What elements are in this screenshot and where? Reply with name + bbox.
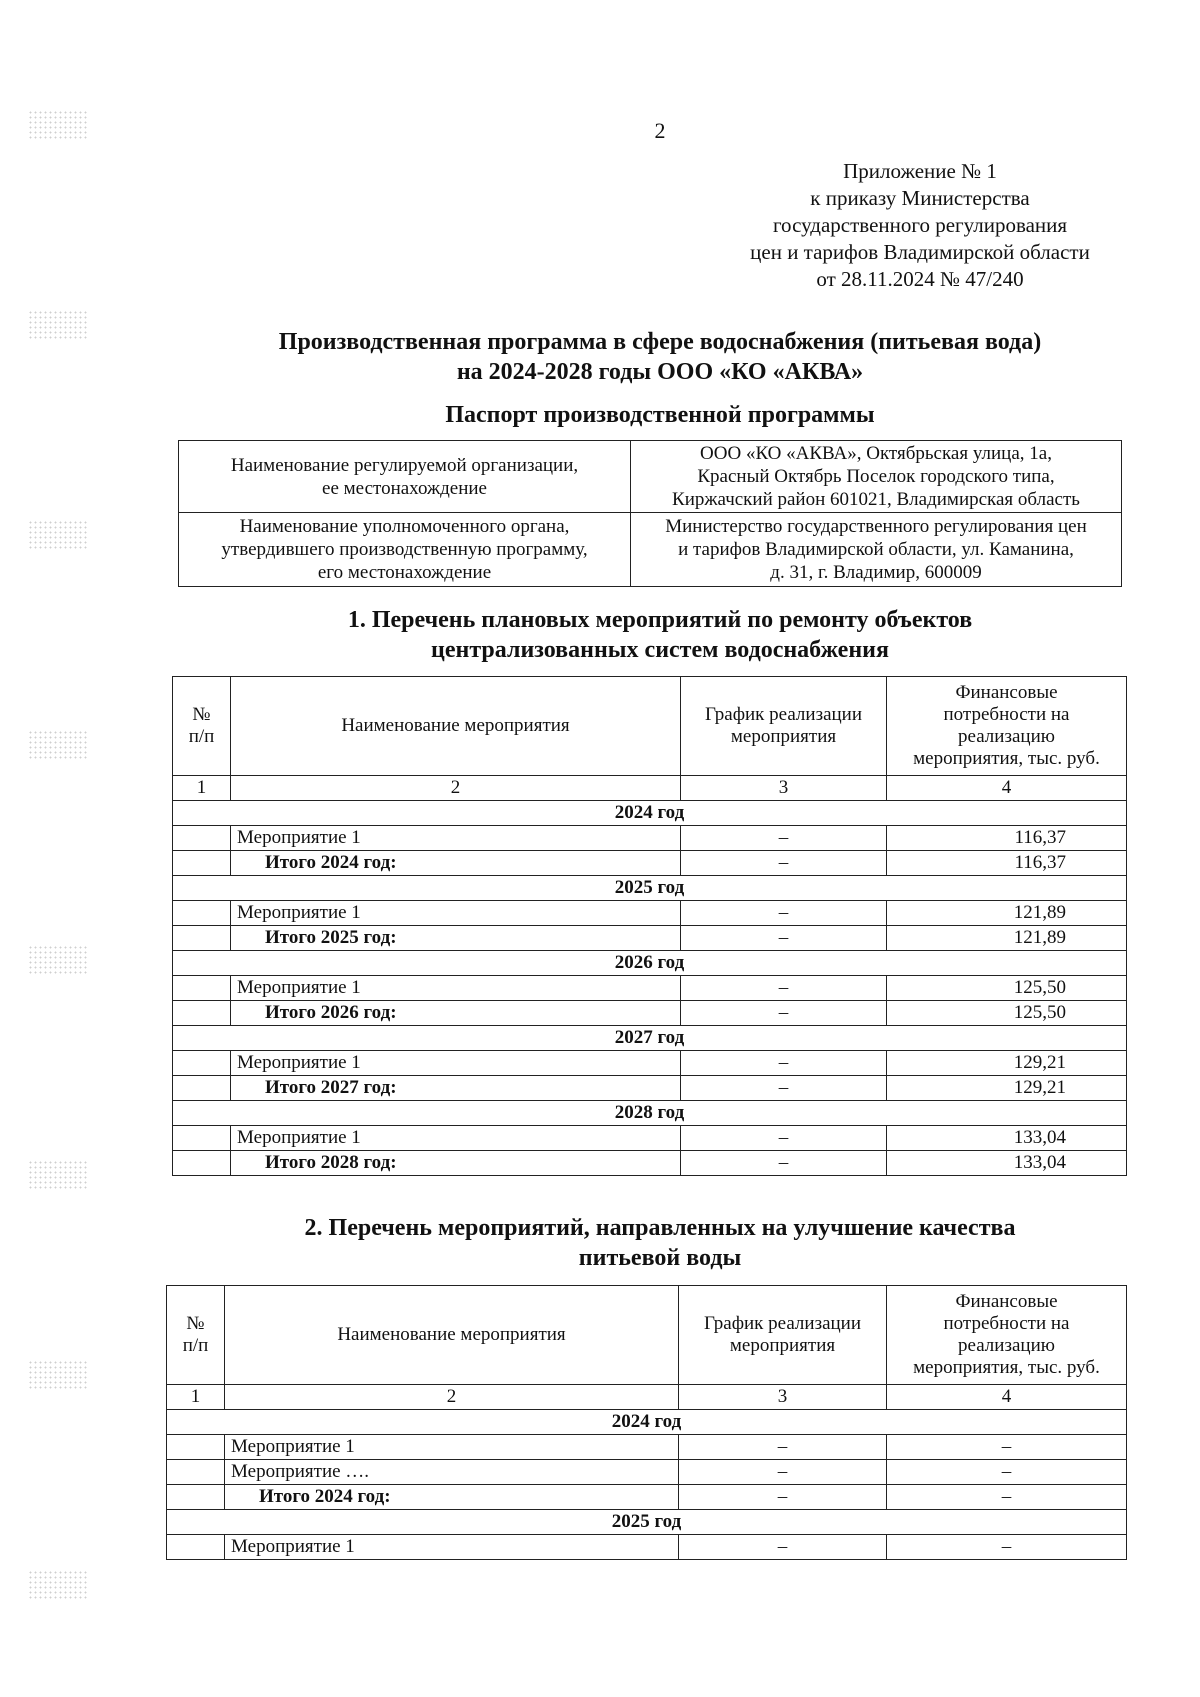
section1-title (200, 605, 1120, 665)
num-cell (173, 901, 231, 926)
num-cell (173, 826, 231, 851)
item-value: – (887, 1460, 1127, 1485)
year-label: 2027 год (173, 1026, 1127, 1051)
section2-table (166, 1285, 1127, 1560)
section1-title-line: централизованных систем водоснабжения (431, 637, 889, 663)
header-text: № (192, 704, 211, 725)
header-text: реализацию (958, 726, 1055, 747)
passport-value (631, 441, 1122, 513)
item-schedule: – (681, 826, 887, 851)
year-row (167, 1410, 1127, 1435)
section2-title (200, 1213, 1120, 1273)
total-label: Итого 2024 год: (225, 1485, 679, 1510)
passport-row (179, 513, 1122, 587)
item-schedule: – (681, 1051, 887, 1076)
header-name: Наименование мероприятия (231, 677, 681, 776)
item-schedule: – (681, 976, 887, 1001)
item-name: Мероприятие 1 (231, 1051, 681, 1076)
total-value: 133,04 (887, 1151, 1127, 1176)
header-text: Финансовые (955, 682, 1058, 703)
col-number: 3 (679, 1385, 887, 1410)
total-schedule: – (681, 926, 887, 951)
item-value: 116,37 (887, 826, 1127, 851)
total-schedule: – (681, 1076, 887, 1101)
year-row (173, 876, 1127, 901)
table-row (167, 1535, 1127, 1560)
year-row (173, 951, 1127, 976)
col-number: 4 (887, 776, 1127, 801)
num-cell (167, 1535, 225, 1560)
header-text: Финансовые (955, 1291, 1058, 1312)
total-value: 129,21 (887, 1076, 1127, 1101)
table-header-row (173, 677, 1127, 776)
item-value: 121,89 (887, 901, 1127, 926)
item-schedule: – (679, 1460, 887, 1485)
year-label: 2025 год (167, 1510, 1127, 1535)
section2-title-line: 2. Перечень мероприятий, направленных на улучшение качества (304, 1215, 1016, 1241)
item-name: Мероприятие 1 (225, 1435, 679, 1460)
total-row (173, 926, 1127, 951)
col-number: 2 (225, 1385, 679, 1410)
section1-title-line: 1. Перечень плановых мероприятий по ремонту объектов (347, 607, 973, 633)
header-finance (887, 1286, 1127, 1385)
table-row (173, 826, 1127, 851)
table-row (173, 1051, 1127, 1076)
num-cell (167, 1460, 225, 1485)
total-schedule: – (679, 1485, 887, 1510)
total-value: 125,50 (887, 1001, 1127, 1026)
header-schedule (681, 677, 887, 776)
item-schedule: – (681, 901, 887, 926)
item-name: Мероприятие 1 (231, 901, 681, 926)
total-row (173, 1076, 1127, 1101)
table-row (167, 1460, 1127, 1485)
num-cell (173, 1151, 231, 1176)
label-line: его местонахождение (317, 562, 492, 583)
item-value: – (887, 1435, 1127, 1460)
year-label: 2026 год (173, 951, 1127, 976)
header-num (167, 1286, 225, 1385)
value-line: и тарифов Владимирской области, ул. Каманина, (678, 539, 1074, 560)
year-label: 2024 год (167, 1410, 1127, 1435)
header-text: п/п (182, 1335, 209, 1356)
table-header-row (167, 1286, 1127, 1385)
item-value: 133,04 (887, 1126, 1127, 1151)
total-label: Итого 2027 год: (231, 1076, 681, 1101)
col-number: 2 (231, 776, 681, 801)
year-row (173, 801, 1127, 826)
scan-noise (28, 1570, 88, 1600)
item-name: Мероприятие 1 (225, 1535, 679, 1560)
item-name: Мероприятие 1 (231, 976, 681, 1001)
col-number: 4 (887, 1385, 1127, 1410)
section2-title-line: питьевой воды (578, 1245, 742, 1271)
main-title-line: Производственная программа в сфере водоснабжения (питьевая вода) (278, 329, 1042, 355)
total-label: Итого 2024 год: (231, 851, 681, 876)
value-line: Министерство государственного регулирования цен (665, 516, 1087, 537)
main-title-line: на 2024-2028 годы ООО «КО «АКВА» (456, 359, 864, 385)
item-name: Мероприятие 1 (231, 826, 681, 851)
label-line: Наименование регулируемой организации, (230, 454, 579, 476)
total-schedule: – (681, 1151, 887, 1176)
total-label: Итого 2026 год: (231, 1001, 681, 1026)
header-text: График реализации (704, 704, 863, 725)
total-label: Итого 2025 год: (231, 926, 681, 951)
num-cell (173, 976, 231, 1001)
year-label: 2024 год (173, 801, 1127, 826)
scan-noise (28, 310, 88, 340)
num-cell (173, 1126, 231, 1151)
item-value: 129,21 (887, 1051, 1127, 1076)
label-line: утвердившего производственную программу, (221, 539, 588, 560)
scan-noise (28, 945, 88, 975)
total-row (173, 1151, 1127, 1176)
section1-table (172, 676, 1127, 1176)
total-value: 116,37 (887, 851, 1127, 876)
num-cell (173, 1001, 231, 1026)
scan-noise (28, 520, 88, 550)
column-number-row (167, 1385, 1127, 1410)
label-line: ее местонахождение (322, 477, 487, 499)
appendix-line: Приложение № 1 (843, 159, 997, 183)
num-cell (173, 926, 231, 951)
column-number-row (173, 776, 1127, 801)
table-row (167, 1435, 1127, 1460)
table-row (173, 1126, 1127, 1151)
item-schedule: – (679, 1535, 887, 1560)
num-cell (173, 851, 231, 876)
header-text: потребности на (943, 704, 1070, 725)
year-row (173, 1026, 1127, 1051)
page-number: 2 (654, 118, 666, 143)
value-line: д. 31, г. Владимир, 600009 (770, 562, 982, 583)
passport-row (179, 441, 1122, 513)
value-line: Киржачский район 601021, Владимирская область (672, 489, 1080, 510)
header-text: мероприятия, тыс. руб. (913, 1357, 1100, 1378)
value-line: Красный Октябрь Поселок городского типа, (697, 466, 1055, 487)
passport-label (179, 441, 631, 513)
col-number: 1 (167, 1385, 225, 1410)
total-schedule: – (681, 851, 887, 876)
passport-title: Паспорт производственной программы (445, 402, 875, 428)
passport-label (179, 513, 631, 587)
total-row (167, 1485, 1127, 1510)
item-value: 125,50 (887, 976, 1127, 1001)
num-cell (167, 1485, 225, 1510)
passport-table (178, 440, 1122, 587)
col-number: 1 (173, 776, 231, 801)
year-label: 2028 год (173, 1101, 1127, 1126)
num-cell (173, 1051, 231, 1076)
col-number: 3 (681, 776, 887, 801)
header-text: п/п (188, 726, 215, 747)
header-name: Наименование мероприятия (225, 1286, 679, 1385)
label-line: Наименование уполномоченного органа, (239, 516, 570, 537)
scan-noise (28, 730, 88, 760)
header-finance (887, 677, 1127, 776)
item-schedule: – (681, 1126, 887, 1151)
table-row (173, 901, 1127, 926)
item-schedule: – (679, 1435, 887, 1460)
num-cell (173, 1076, 231, 1101)
appendix-line: цен и тарифов Владимирской области (750, 240, 1090, 264)
table-row (173, 976, 1127, 1001)
appendix-line: государственного регулирования (772, 213, 1068, 237)
header-num (173, 677, 231, 776)
value-line: ООО «КО «АКВА», Октябрьская улица, 1а, (700, 443, 1052, 464)
main-title (200, 327, 1120, 387)
header-text: мероприятия (730, 726, 837, 747)
scan-noise (28, 1360, 88, 1390)
total-value: 121,89 (887, 926, 1127, 951)
passport-value (631, 513, 1122, 587)
item-name: Мероприятие …. (225, 1460, 679, 1485)
header-text: График реализации (703, 1313, 862, 1334)
scan-noise (28, 1160, 88, 1190)
appendix-line: от 28.11.2024 № 47/240 (816, 267, 1024, 291)
header-text: потребности на (943, 1313, 1070, 1334)
num-cell (167, 1435, 225, 1460)
appendix-block (700, 158, 1140, 293)
header-text: мероприятия (729, 1335, 836, 1356)
item-value: – (887, 1535, 1127, 1560)
header-text: мероприятия, тыс. руб. (913, 748, 1100, 769)
header-text: № (186, 1313, 205, 1334)
header-schedule (679, 1286, 887, 1385)
item-name: Мероприятие 1 (231, 1126, 681, 1151)
year-row (167, 1510, 1127, 1535)
appendix-line: к приказу Министерства (810, 186, 1030, 210)
year-label: 2025 год (173, 876, 1127, 901)
total-schedule: – (681, 1001, 887, 1026)
year-row (173, 1101, 1127, 1126)
total-label: Итого 2028 год: (231, 1151, 681, 1176)
header-text: реализацию (958, 1335, 1055, 1356)
total-value: – (887, 1485, 1127, 1510)
total-row (173, 1001, 1127, 1026)
total-row (173, 851, 1127, 876)
